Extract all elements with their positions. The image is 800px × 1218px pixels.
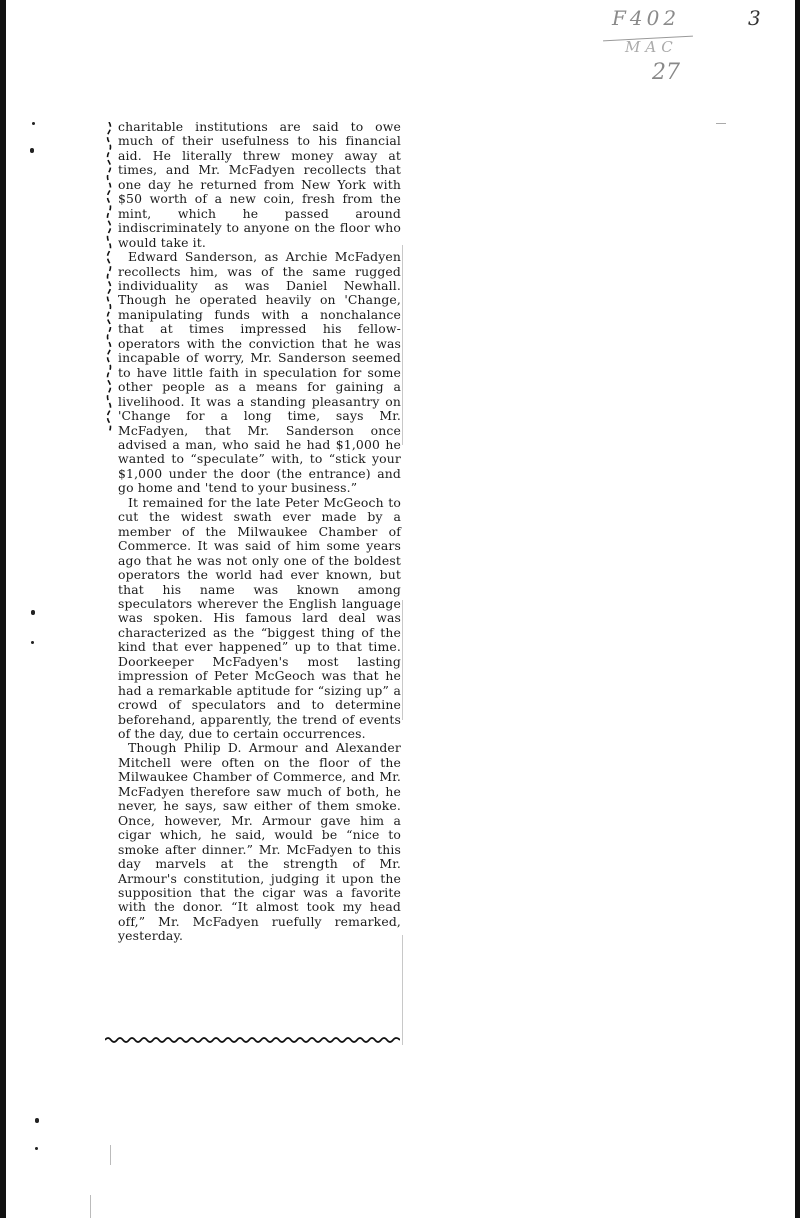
newspaper-clipping (118, 120, 401, 944)
article-paragraph: Though Philip D. Armour and Alexander Mitchell were often on the floor of the Milwaukee Chamber of Commerce, and Mr. McFadyen therefore saw much of both, he never, he says, saw either of them smoke. Once, however, Mr. Armour gave him a cigar which, he said, would be “nice to smoke after dinner.” Mr. McFadyen to this day marvels at the strength of Mr. Armour's constitution, judging it upon the supposition that the cigar was a favorite with the donor. “It almost took my head off,” Mr. McFadyen ruefully remarked, yesterday. (118, 740, 401, 944)
clipping-column-rule (402, 600, 403, 720)
clipping-cut-edge-left (104, 122, 114, 432)
handwritten-file-code: F402 (612, 6, 681, 30)
clipping-column-rule (402, 935, 403, 1045)
handwritten-subcode: MAC (625, 38, 678, 56)
scan-speck (31, 610, 35, 615)
scan-speck (30, 148, 34, 153)
scan-edge-right (795, 0, 800, 1218)
article-paragraph: charitable institutions are said to owe much of their usefulness to his financial aid. He literally threw money away at times, and Mr. McFadyen recollects that one day he returned from New York with $50 worth of a new coin, fresh from the mint, which he passed around indiscriminately to anyone on the floor who would take it. (118, 119, 401, 250)
scan-speck (32, 122, 35, 125)
scan-speck (31, 641, 34, 644)
scan-mark (90, 1195, 91, 1218)
handwritten-page-number: 3 (748, 6, 761, 30)
scan-mark (110, 1145, 111, 1165)
clipping-cut-edge-bottom (105, 1035, 400, 1045)
scan-mark (716, 123, 726, 124)
clipping-column-rule (402, 245, 403, 445)
scan-speck (35, 1118, 39, 1123)
article-paragraph: It remained for the late Peter McGeoch to cut the widest swath ever made by a member of the Milwaukee Chamber of Commerce. It was said of him some years ago that he was not only one of the boldest operators the world had ever known, but that his name was known among speculators wherever the English language was spoken. His famous lard deal was characterized as the “biggest thing of the kind that ever happened” up to that time. Doorkeeper McFadyen's most lasting impression of Peter McGeoch was that he had a remarkable aptitude for “sizing up” a crowd of speculators and to determine beforehand, apparently, the trend of events of the day, due to certain occurrences. (118, 494, 401, 742)
handwritten-number: 27 (652, 60, 680, 85)
scan-edge-left (0, 0, 6, 1218)
article-paragraph: Edward Sanderson, as Archie McFadyen recollects him, was of the same rugged individuality as was Daniel Newhall. Though he operated heavily on 'Change, manipulating funds with a nonchalance that at times impressed his fellow-operators with the conviction that he was incapable of worry, Mr. Sanderson seemed to have little faith in speculation for some other people as a means for gaining a livelihood. It was a standing pleasantry on 'Change for a long time, says Mr. McFadyen, that Mr. Sanderson once advised a man, who said he had $1,000 he wanted to “speculate” with, to “stick your $1,000 under the door (the entrance) and go home and 'tend to your business.” (118, 249, 401, 496)
scan-speck (35, 1147, 38, 1150)
